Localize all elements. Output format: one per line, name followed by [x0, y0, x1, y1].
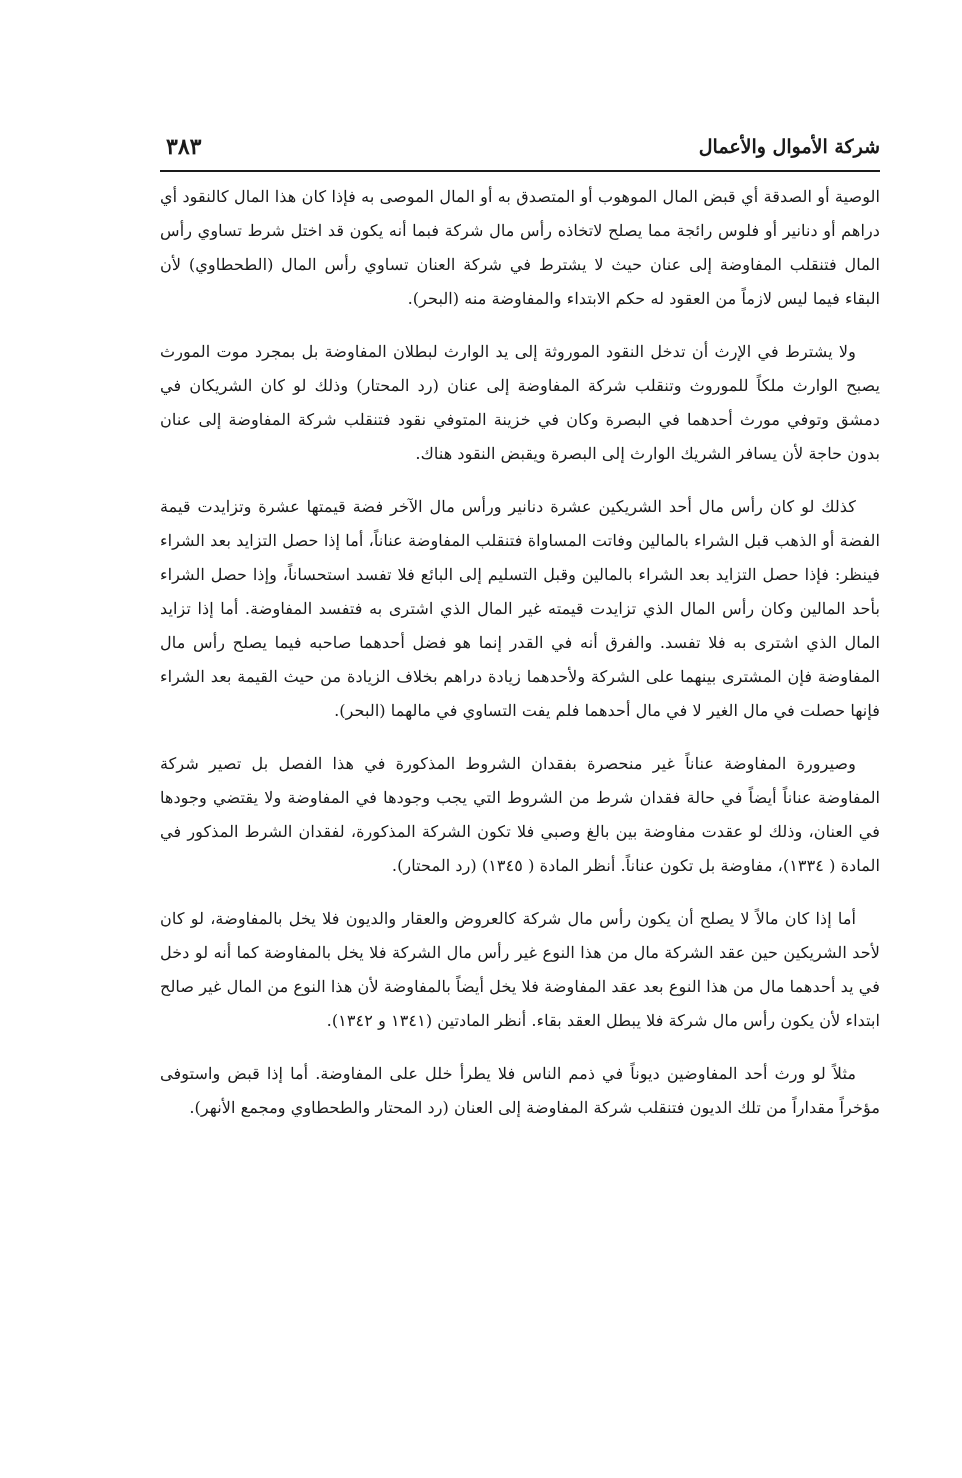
paragraph: أما إذا كان مالاً لا يصلح أن يكون رأس مال شركة كالعروض والعقار والديون فلا يخل بالمفاوضة، لو كان لأحد الشريكين حين عقد الشركة مال من هذا النوع غير رأس مال الشركة فلا يخل بالمفاوضة كما أنه لو دخل في يد أحدهما مال من هذا النوع بعد عقد المفاوضة فلا يخل أيضاً بالمفاوضة لأن هذا النوع من المال غير صالح ابتداء لأن يكون رأس مال شركة فلا يبطل العقد بقاء. أنظر المادتين (١٣٤١ و ١٣٤٢). — [160, 909, 880, 1030]
body-text — [160, 180, 880, 1144]
running-title: شركة الأموال والأعمال — [698, 136, 880, 158]
paragraph: مثلاً لو ورث أحد المفاوضين ديوناً في ذمم الناس فلا يطرأ خلل على المفاوضة. أما إذا قبض واستوفى مؤخراً مقداراً من تلك الديون فتنقلب شركة المفاوضة إلى العنان (رد المحتار والطحطاوي ومجمع الأنهر). — [160, 1064, 880, 1117]
page-header — [160, 132, 880, 172]
paragraph: ولا يشترط في الإرث أن تدخل النقود الموروثة إلى يد الوارث لبطلان المفاوضة بل بمجرد موت المورث يصبح الوارث ملكاً للموروث وتنقلب شركة المفاوضة إلى عنان (رد المحتار) وذلك لو كان الشريكان في دمشق وتوفي مورث أحدهما في البصرة وكان في خزينة المتوفي نقود فتنقلب شركة المفاوضة إلى عنان بدون حاجة لأن يسافر الشريك الوارث إلى البصرة ويقبض النقود هناك. — [160, 342, 880, 463]
paragraph: الوصية أو الصدقة أي قبض المال الموهوب أو المتصدق به أو المال الموصى به فإذا كان هذا المال كالنقود أي دراهم أو دنانير أو فلوس رائجة مما يصلح لاتخاذه رأس مال شركة فبما أنه يكون قد اختل شرط تساوي رأس المال فتنقلب المفاوضة إلى عنان حيث لا يشترط في شركة العنان تساوي رأس المال (الطحطاوي) لأن البقاء فيما ليس لازماً من العقود له حكم الابتداء والمفاوضة منه (البحر). — [160, 187, 880, 308]
page-number: ٣٨٣ — [166, 134, 202, 160]
paragraph: وصيرورة المفاوضة عناناً غير منحصرة بفقدان الشروط المذكورة في هذا الفصل بل تصير شركة المفاوضة عناناً أيضاً في حالة فقدان شرط من الشروط التي يجب وجودها في المفاوضة ولا يقتضي وجودها في العنان، وذلك لو عقدت مفاوضة بين بالغ وصبي فلا تكون الشركة المذكورة، لفقدان الشرط المذكور في المادة ( ١٣٣٤)، مفاوضة بل تكون عناناً. أنظر المادة ( ١٣٤٥) (رد المحتار). — [160, 754, 880, 875]
paragraph: كذلك لو كان رأس مال أحد الشريكين عشرة دنانير ورأس مال الآخر فضة قيمتها عشرة وتزايدت قيمة الفضة أو الذهب قبل الشراء بالمالين وفاتت المساواة فتنقلب المفاوضة عناناً، أما إذا حصل التزايد بعد الشراء فينظر: فإذا حصل التزايد بعد الشراء بالمالين وقبل التسليم إلى البائع فلا تفسد استحساناً، وإذا حصل الشراء بأحد المالين وكان رأس المال الذي تزايدت قيمته غير المال الذي اشترى به فتفسد المفاوضة. أما إذا تزايد المال الذي اشترى به فلا تفسد. والفرق أنه في القدر إنما هو فضل أحدهما صاحبه فيما يصلح رأس مال المفاوضة فإن المشترى بينهما على الشركة ولأحدهما زيادة دراهم بخلاف الزيادة من حيث القيمة بعد الشراء فإنها حصلت في مال الغير لا في مال أحدهما فلم يفت التساوي في مالهما (البحر). — [160, 497, 880, 720]
